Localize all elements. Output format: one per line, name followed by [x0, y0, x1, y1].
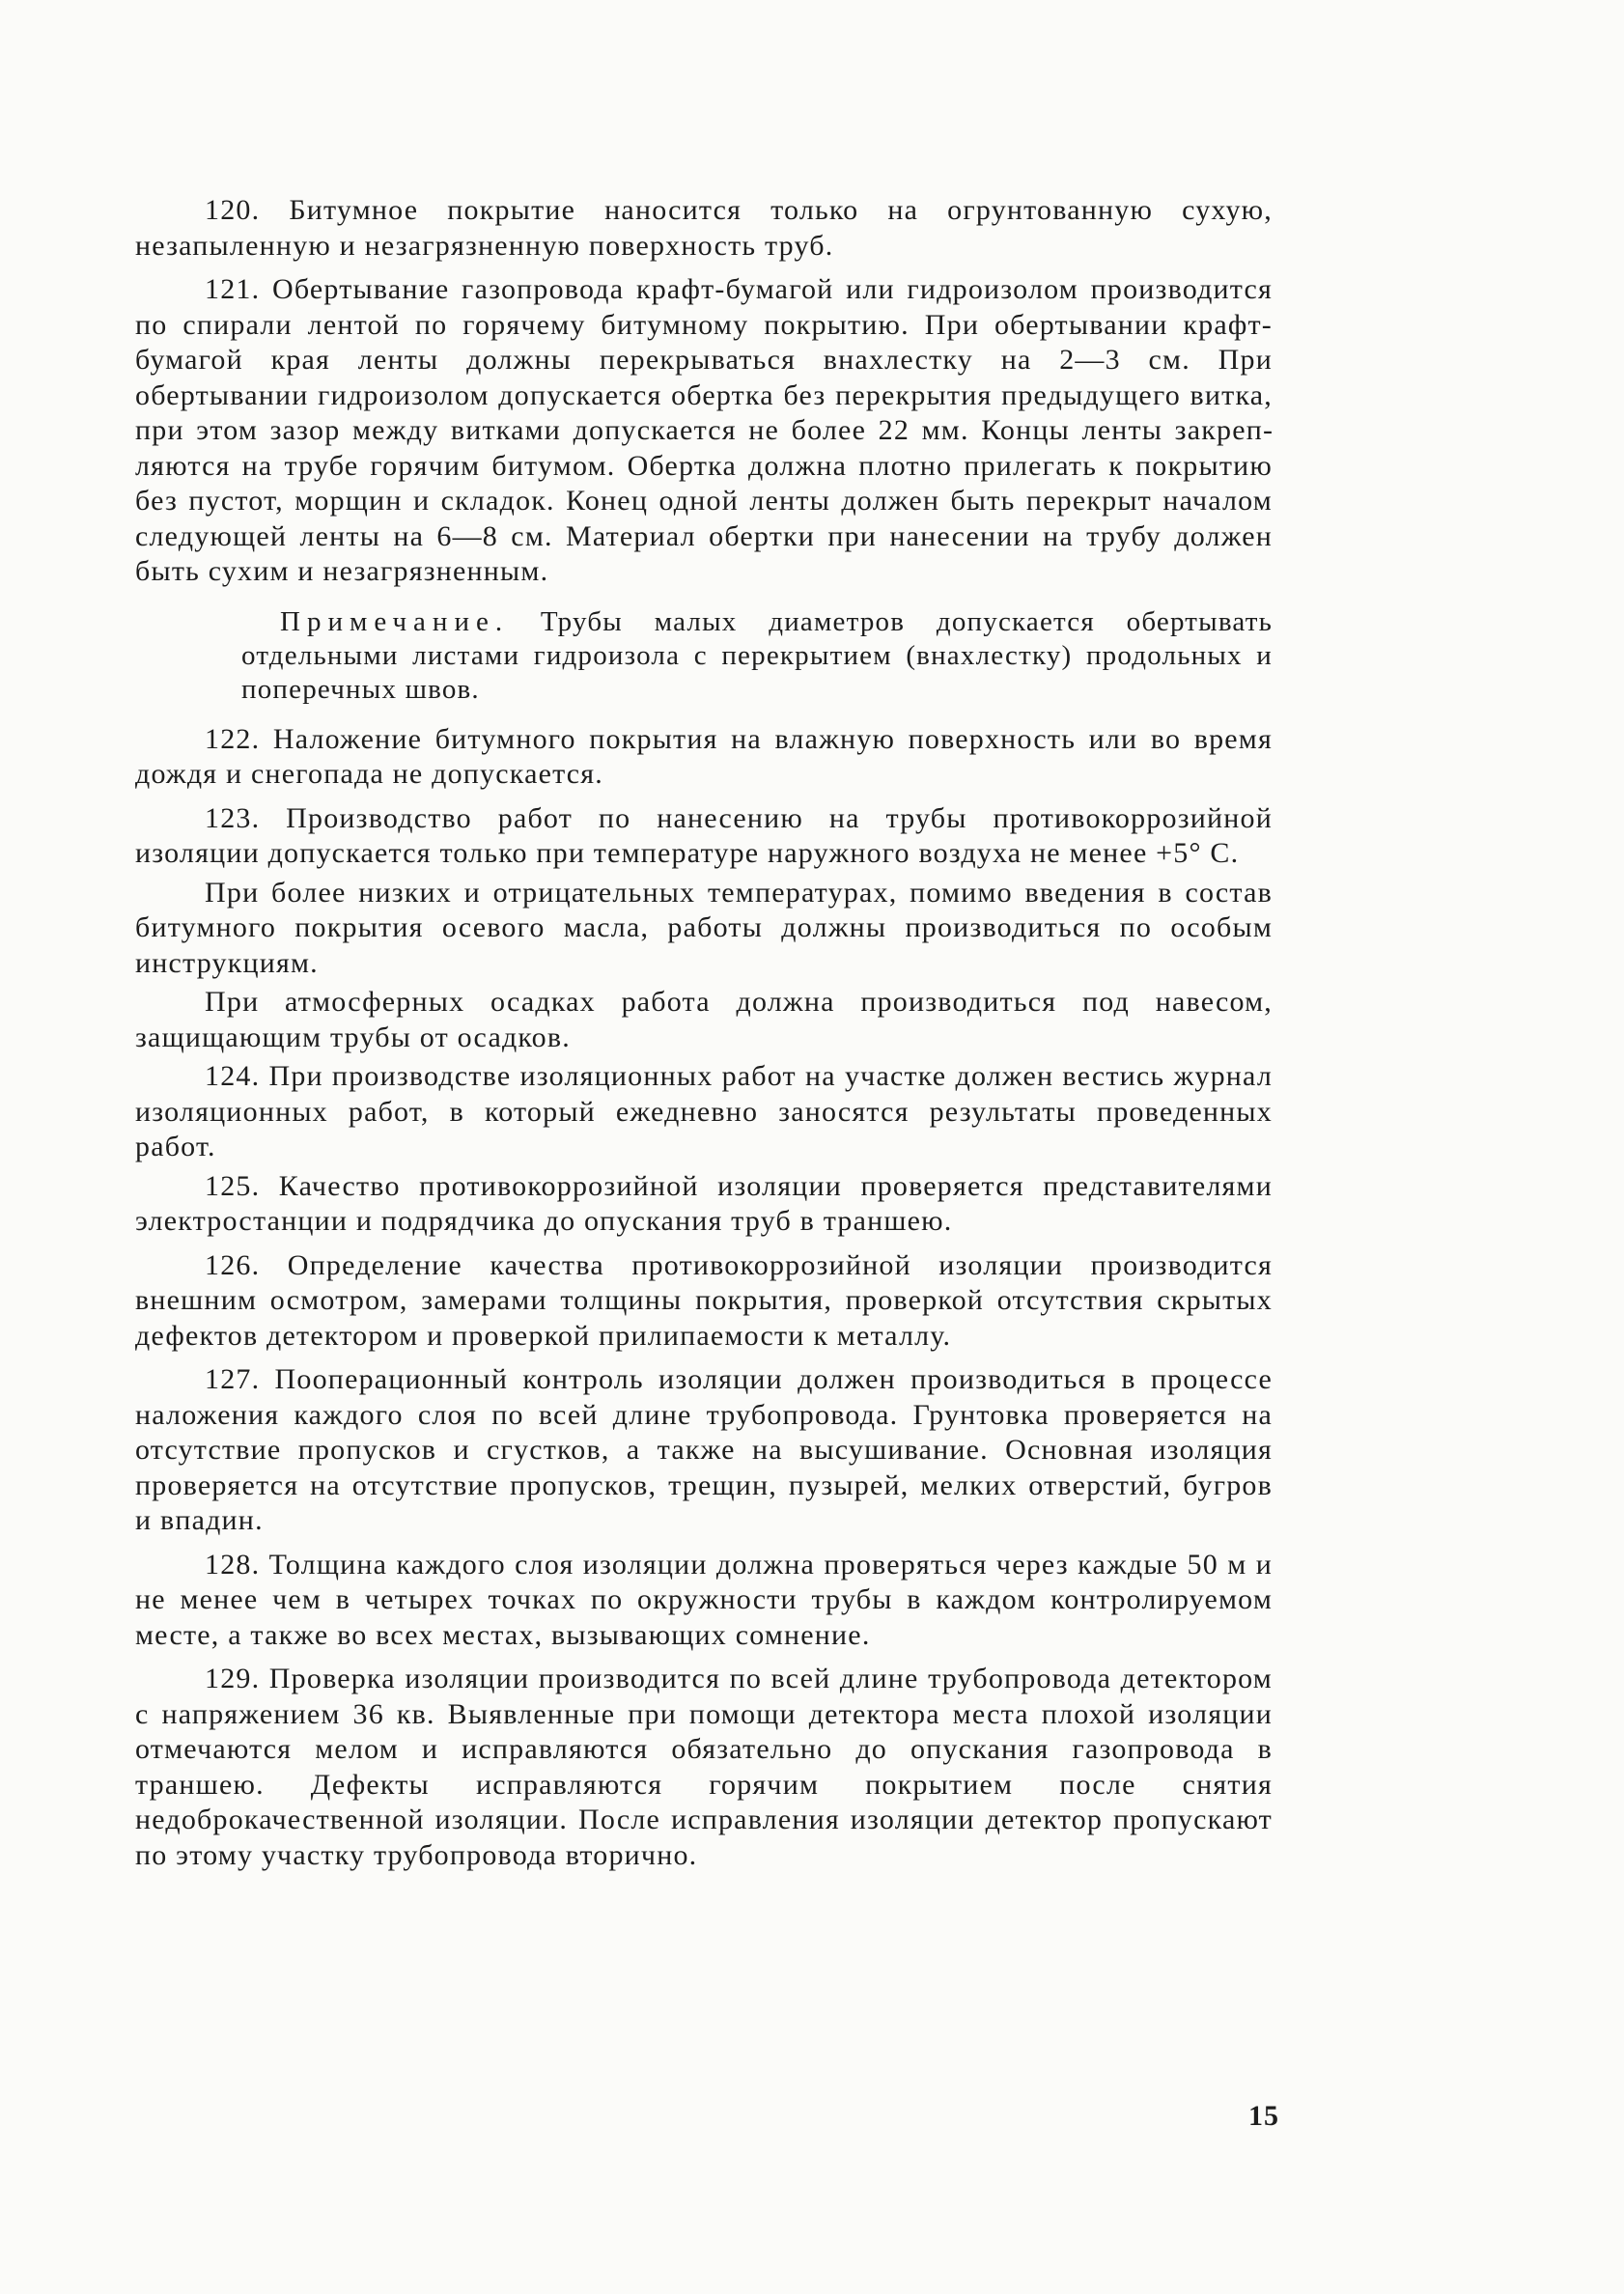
paragraph-129: 129. Проверка изоляции производится по всей длине трубопровода детектором с напряжением 36 кв. Выявленные при помощи детектора места плохой изоляции отмечаются мелом и исправляются обязательно до опускания газопровода в траншею. Дефекты исправляются горячим покрытием после снятия недоброкачественной изоляции. После исправления изоляции детектор пропускают по этому участку трубопровода вторично. — [135, 1663, 1273, 1871]
paragraph-124: 124. При производстве изоляционных работ на участке должен вестись журнал изоляционных работ, в который ежедневно заносятся результаты проведенных работ. — [135, 1060, 1273, 1162]
paragraph-123-precipitation: При атмосферных осадках работа должна производиться под навесом, защищающим трубы от осадков. — [135, 986, 1273, 1053]
paragraph-128: 128. Толщина каждого слоя изоляции должна проверяться через каждые 50 м и не менее чем в четырех точках по окружности трубы в каждом контролируемом месте, а также во всех местах, вызывающих сомнение. — [135, 1548, 1273, 1651]
paragraph-127: 127. Пооперационный контроль изоляции должен производиться в процессе наложения каждого слоя по всей длине трубопровода. Грунтовка проверяется на отсутствие пропусков и сгустков, а также на высушивание. Основная изоляция проверяется на отсутствие пропусков, трещин, пузырей, мелких отверстий, бугров и впадин. — [135, 1363, 1273, 1536]
note-label: Примечание. — [280, 605, 510, 637]
note-block — [135, 605, 1273, 707]
paragraph-123: 123. Производство работ по нанесению на трубы противокоррозийной изоляции допускается только при температуре наружного воздуха не менее +5° С. — [135, 801, 1273, 869]
paragraph-120: 120. Битумное покрытие наносится только на огрунтованную сухую, незапыленную и незагрязненную поверхность труб. — [135, 194, 1273, 262]
paragraph-123-continued: При более низких и отрицательных температурах, помимо введения в состав битумного покрытия осевого масла, работы должны производиться по особым инструкциям. — [135, 876, 1273, 979]
body-text — [135, 193, 1273, 1882]
note-text: Трубы малых диаметров допускается обертывать отдельными листами гидроизола с перекрытием (внахлестку) продольных и поперечных швов. — [241, 605, 1273, 705]
page-number: 15 — [1248, 2100, 1279, 2132]
paragraph-126: 126. Определение качества противокоррозийной изоляции производится внешним осмотром, замерами толщины покрытия, проверкой отсутствия скрытых дефектов детектором и проверкой прилипаемости к металлу. — [135, 1248, 1273, 1352]
paragraph-122: 122. Наложение битумного покрытия на влажную поверхность или во время дождя и снегопада не допускается. — [135, 722, 1273, 790]
paragraph-121: 121. Обертывание газопровода крафт-бумагой или гидроизолом производится по спирали лентой по горячему битумному покрытию. При обертывании крафт-бумагой края ленты должны перекрываться внахлестку на 2—3 см. При обертывании гидроизолом допускается обертка без перекрытия предыдущего витка, при этом зазор между витками допускается не более 22 мм. Концы ленты закрепляются на трубе горячим битумом. Обертка должна плотно прилегать к покрытию без пустот, морщин и складок. Конец одной ленты должен быть перекрыт началом следующей ленты на 6—8 см. Материал обертки при нанесении на трубу должен быть сухим и незагрязненным. — [135, 273, 1273, 587]
paragraph-125: 125. Качество противокоррозийной изоляции проверяется представителями электростанции и подрядчика до опускания труб в траншею. — [135, 1169, 1273, 1237]
